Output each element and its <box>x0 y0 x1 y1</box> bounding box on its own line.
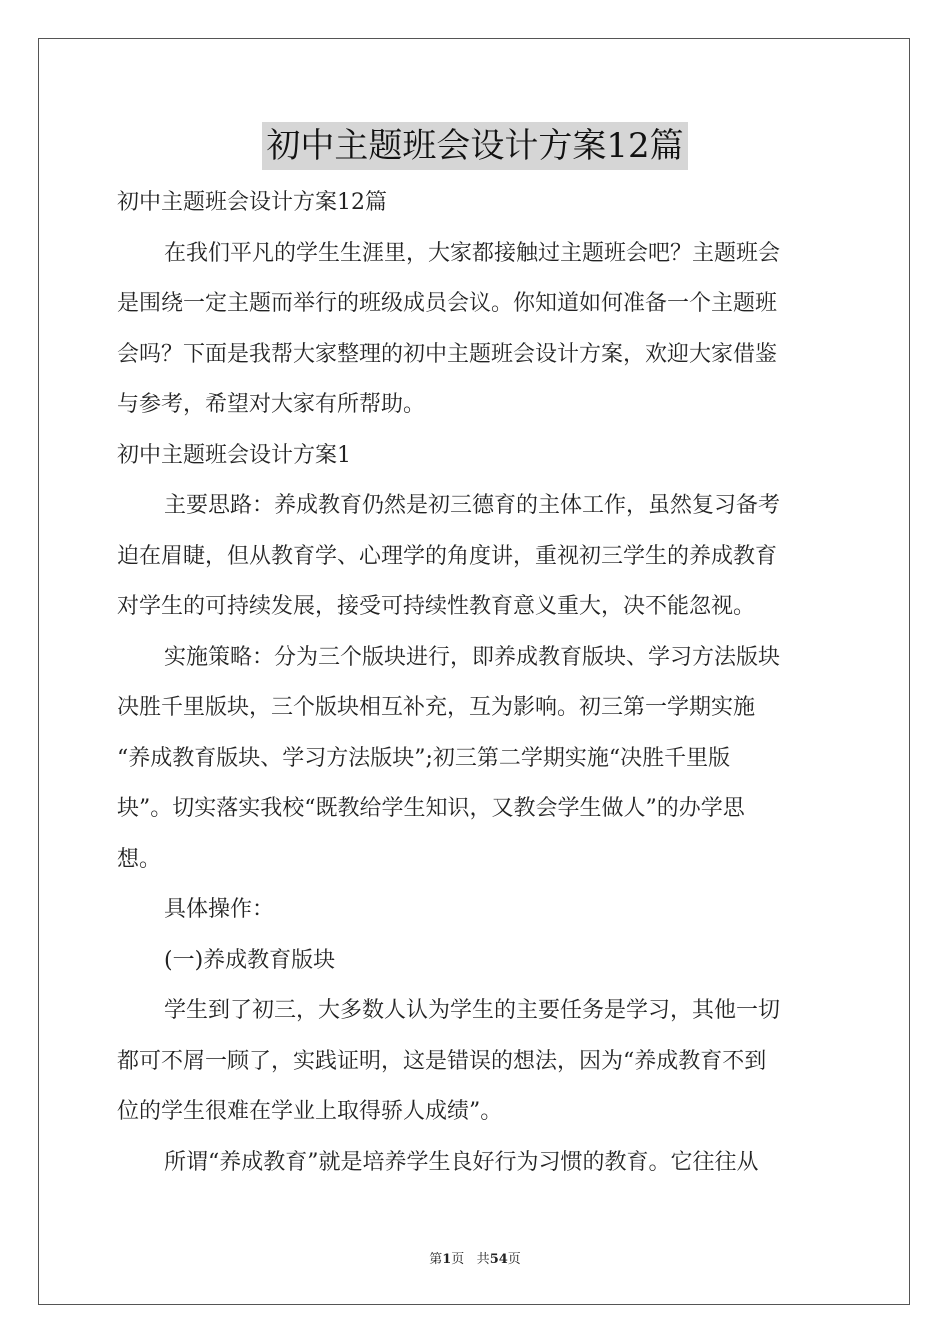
text-line: 是围绕一定主题而举行的班级成员会议。你知道如何准备一个主题班 <box>117 291 778 316</box>
title-container <box>0 122 950 170</box>
text-line: 会吗？下面是我帮大家整理的初中主题班会设计方案，欢迎大家借鉴 <box>117 341 778 367</box>
text-line: (一)养成教育版块 <box>164 947 336 973</box>
text-line: 位的学生很难在学业上取得骄人成绩”。 <box>117 1099 503 1124</box>
page-suffix: 页 <box>451 1252 465 1267</box>
page-footer <box>0 1248 950 1267</box>
page-prefix: 第 <box>429 1252 443 1267</box>
text-line: 迫在眉睫，但从教育学、心理学的角度讲，重视初三学生的养成教育 <box>117 543 778 569</box>
text-line: 决胜千里版块，三个版块相互补充，互为影响。初三第一学期实施 <box>117 695 756 720</box>
document-body <box>117 178 833 1188</box>
document-title: 初中主题班会设计方案12篇 <box>262 122 687 170</box>
total-prefix: 共 <box>476 1252 490 1267</box>
text-line: “养成教育版块、学习方法版块”;初三第二学期实施“决胜千里版 <box>117 745 731 771</box>
text-line: 对学生的可持续发展，接受可持续性教育意义重大，决不能忽视。 <box>117 594 756 619</box>
text-line: 与参考，希望对大家有所帮助。 <box>117 392 426 417</box>
page-number: 1 <box>442 1252 452 1267</box>
text-line: 想。 <box>117 846 162 872</box>
text-line: 在我们平凡的学生生涯里，大家都接触过主题班会吧？主题班会 <box>164 240 781 266</box>
text-line: 具体操作： <box>164 897 275 922</box>
text-line: 主要思路：养成教育仍然是初三德育的主体工作，虽然复习备考 <box>164 493 781 518</box>
text-line: 初中主题班会设计方案1 <box>117 442 351 468</box>
text-line: 都可不屑一顾了，实践证明，这是错误的想法，因为“养成教育不到 <box>117 1048 767 1074</box>
text-line: 学生到了初三，大多数人认为学生的主要任务是学习，其他一切 <box>164 998 781 1023</box>
text-line: 实施策略：分为三个版块进行，即养成教育版块、学习方法版块 <box>164 644 781 670</box>
text-line: 初中主题班会设计方案12篇 <box>117 190 387 215</box>
text-line: 所谓“养成教育”就是培养学生良好行为习惯的教育。它往往从 <box>164 1149 759 1175</box>
total-pages: 54 <box>489 1252 508 1267</box>
text-line: 块”。切实落实我校“既教给学生知识，又教会学生做人”的办学思 <box>117 796 745 821</box>
total-suffix: 页 <box>507 1252 521 1267</box>
